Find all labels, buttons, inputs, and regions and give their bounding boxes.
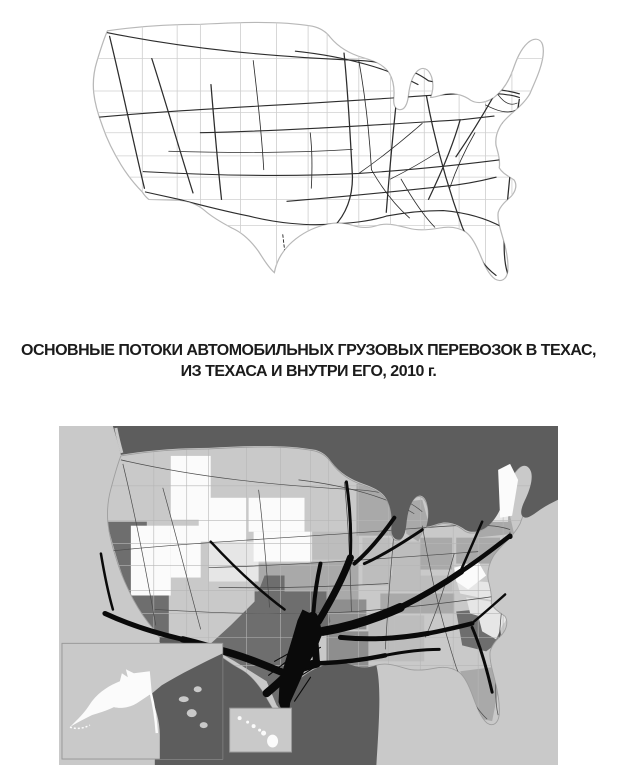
nyc-hub-dot — [508, 534, 513, 539]
figure-caption — [0, 340, 617, 382]
texas-freight-flows-map — [59, 426, 558, 765]
caption-line-1: ОСНОВНЫЕ ПОТОКИ АВТОМОБИЛЬНЫХ ГРУЗОВЫХ ПЕРЕВОЗОК В ТЕХАС, — [21, 342, 596, 359]
caption-line-2: ИЗ ТЕХАСА И ВНУТРИ ЕГО, 2010 г. — [180, 363, 437, 380]
alaska-inset — [62, 643, 223, 759]
hawaii-inset — [230, 708, 292, 752]
us-highway-network-map — [42, 3, 570, 318]
